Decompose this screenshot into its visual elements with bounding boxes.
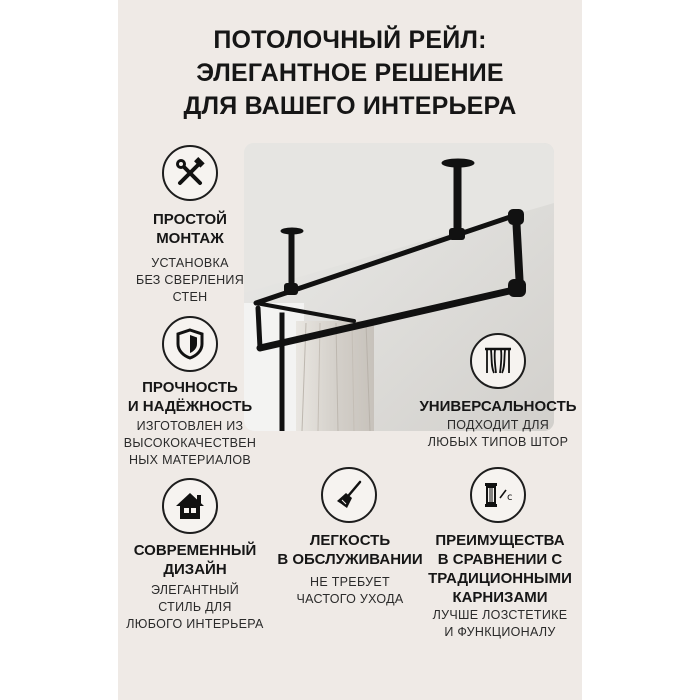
advantages-title: ПРЕИМУЩЕСТВА В СРАВНЕНИИ С ТРАДИЦИОННЫМИ КАРНИЗАМИ xyxy=(428,532,572,606)
rail-illustration xyxy=(244,143,554,431)
headline-line-2: ЭЛЕГАНТНОЕ РЕШЕНИЕ xyxy=(196,59,504,87)
headline-line-3: ДЛЯ ВАШЕГО ИНТЕРЬЕРА xyxy=(183,92,517,120)
universal-description: ПОДХОДИТ ДЛЯ ЛЮБЫХ ТИПОВ ШТОР xyxy=(427,418,569,449)
tools-icon xyxy=(173,156,207,190)
durability-badge xyxy=(162,316,218,372)
durability-title: ПРОЧНОСТЬ И НАДЁЖНОСТЬ xyxy=(127,379,253,415)
easy-care-badge xyxy=(321,467,377,523)
simple-install-badge xyxy=(162,145,218,201)
headline-line-1: ПОТОЛОЧНЫЙ РЕЙЛ: xyxy=(213,26,487,54)
simple-install-title: ПРОСТОЙ МОНТАЖ xyxy=(153,211,227,247)
svg-text:c: c xyxy=(507,492,513,503)
shield-icon xyxy=(175,328,205,360)
modern-design-title: СОВРЕМЕННЫЙ ДИЗАЙН xyxy=(133,542,257,578)
curtain-icon xyxy=(482,345,514,377)
ceiling-rail-photo xyxy=(244,143,554,431)
advantages-description: ЛУЧШЕ ЛОЗСТЕТИКЕ И ФУНКЦИОНАЛУ xyxy=(432,608,568,639)
modern-design-description: ЭЛЕГАНТНЫЙ СТИЛЬ ДЛЯ ЛЮБОГО ИНТЕРЬЕРА xyxy=(126,583,264,631)
universal-title: УНИВЕРСАЛЬНОСТЬ xyxy=(419,398,577,415)
easy-care-title: ЛЕГКОСТЬ В ОБСЛУЖИВАНИИ xyxy=(277,532,423,568)
headline xyxy=(118,24,582,123)
durability-description: ИЗГОТОВЛЕН ИЗ ВЫСОКОКАЧЕСТВЕН НЫХ МАТЕРИАЛОВ xyxy=(123,419,257,467)
universal-badge xyxy=(470,333,526,389)
house-icon xyxy=(173,490,207,522)
broom-icon xyxy=(333,479,365,511)
advantages-badge xyxy=(470,467,526,523)
simple-install-description: УСТАНОВКА БЕЗ СВЕРЛЕНИЯ СТЕН xyxy=(135,256,245,304)
column-compare-icon xyxy=(481,478,515,512)
easy-care-description: НЕ ТРЕБУЕТ ЧАСТОГО УХОДА xyxy=(296,575,404,606)
modern-design-badge xyxy=(162,478,218,534)
